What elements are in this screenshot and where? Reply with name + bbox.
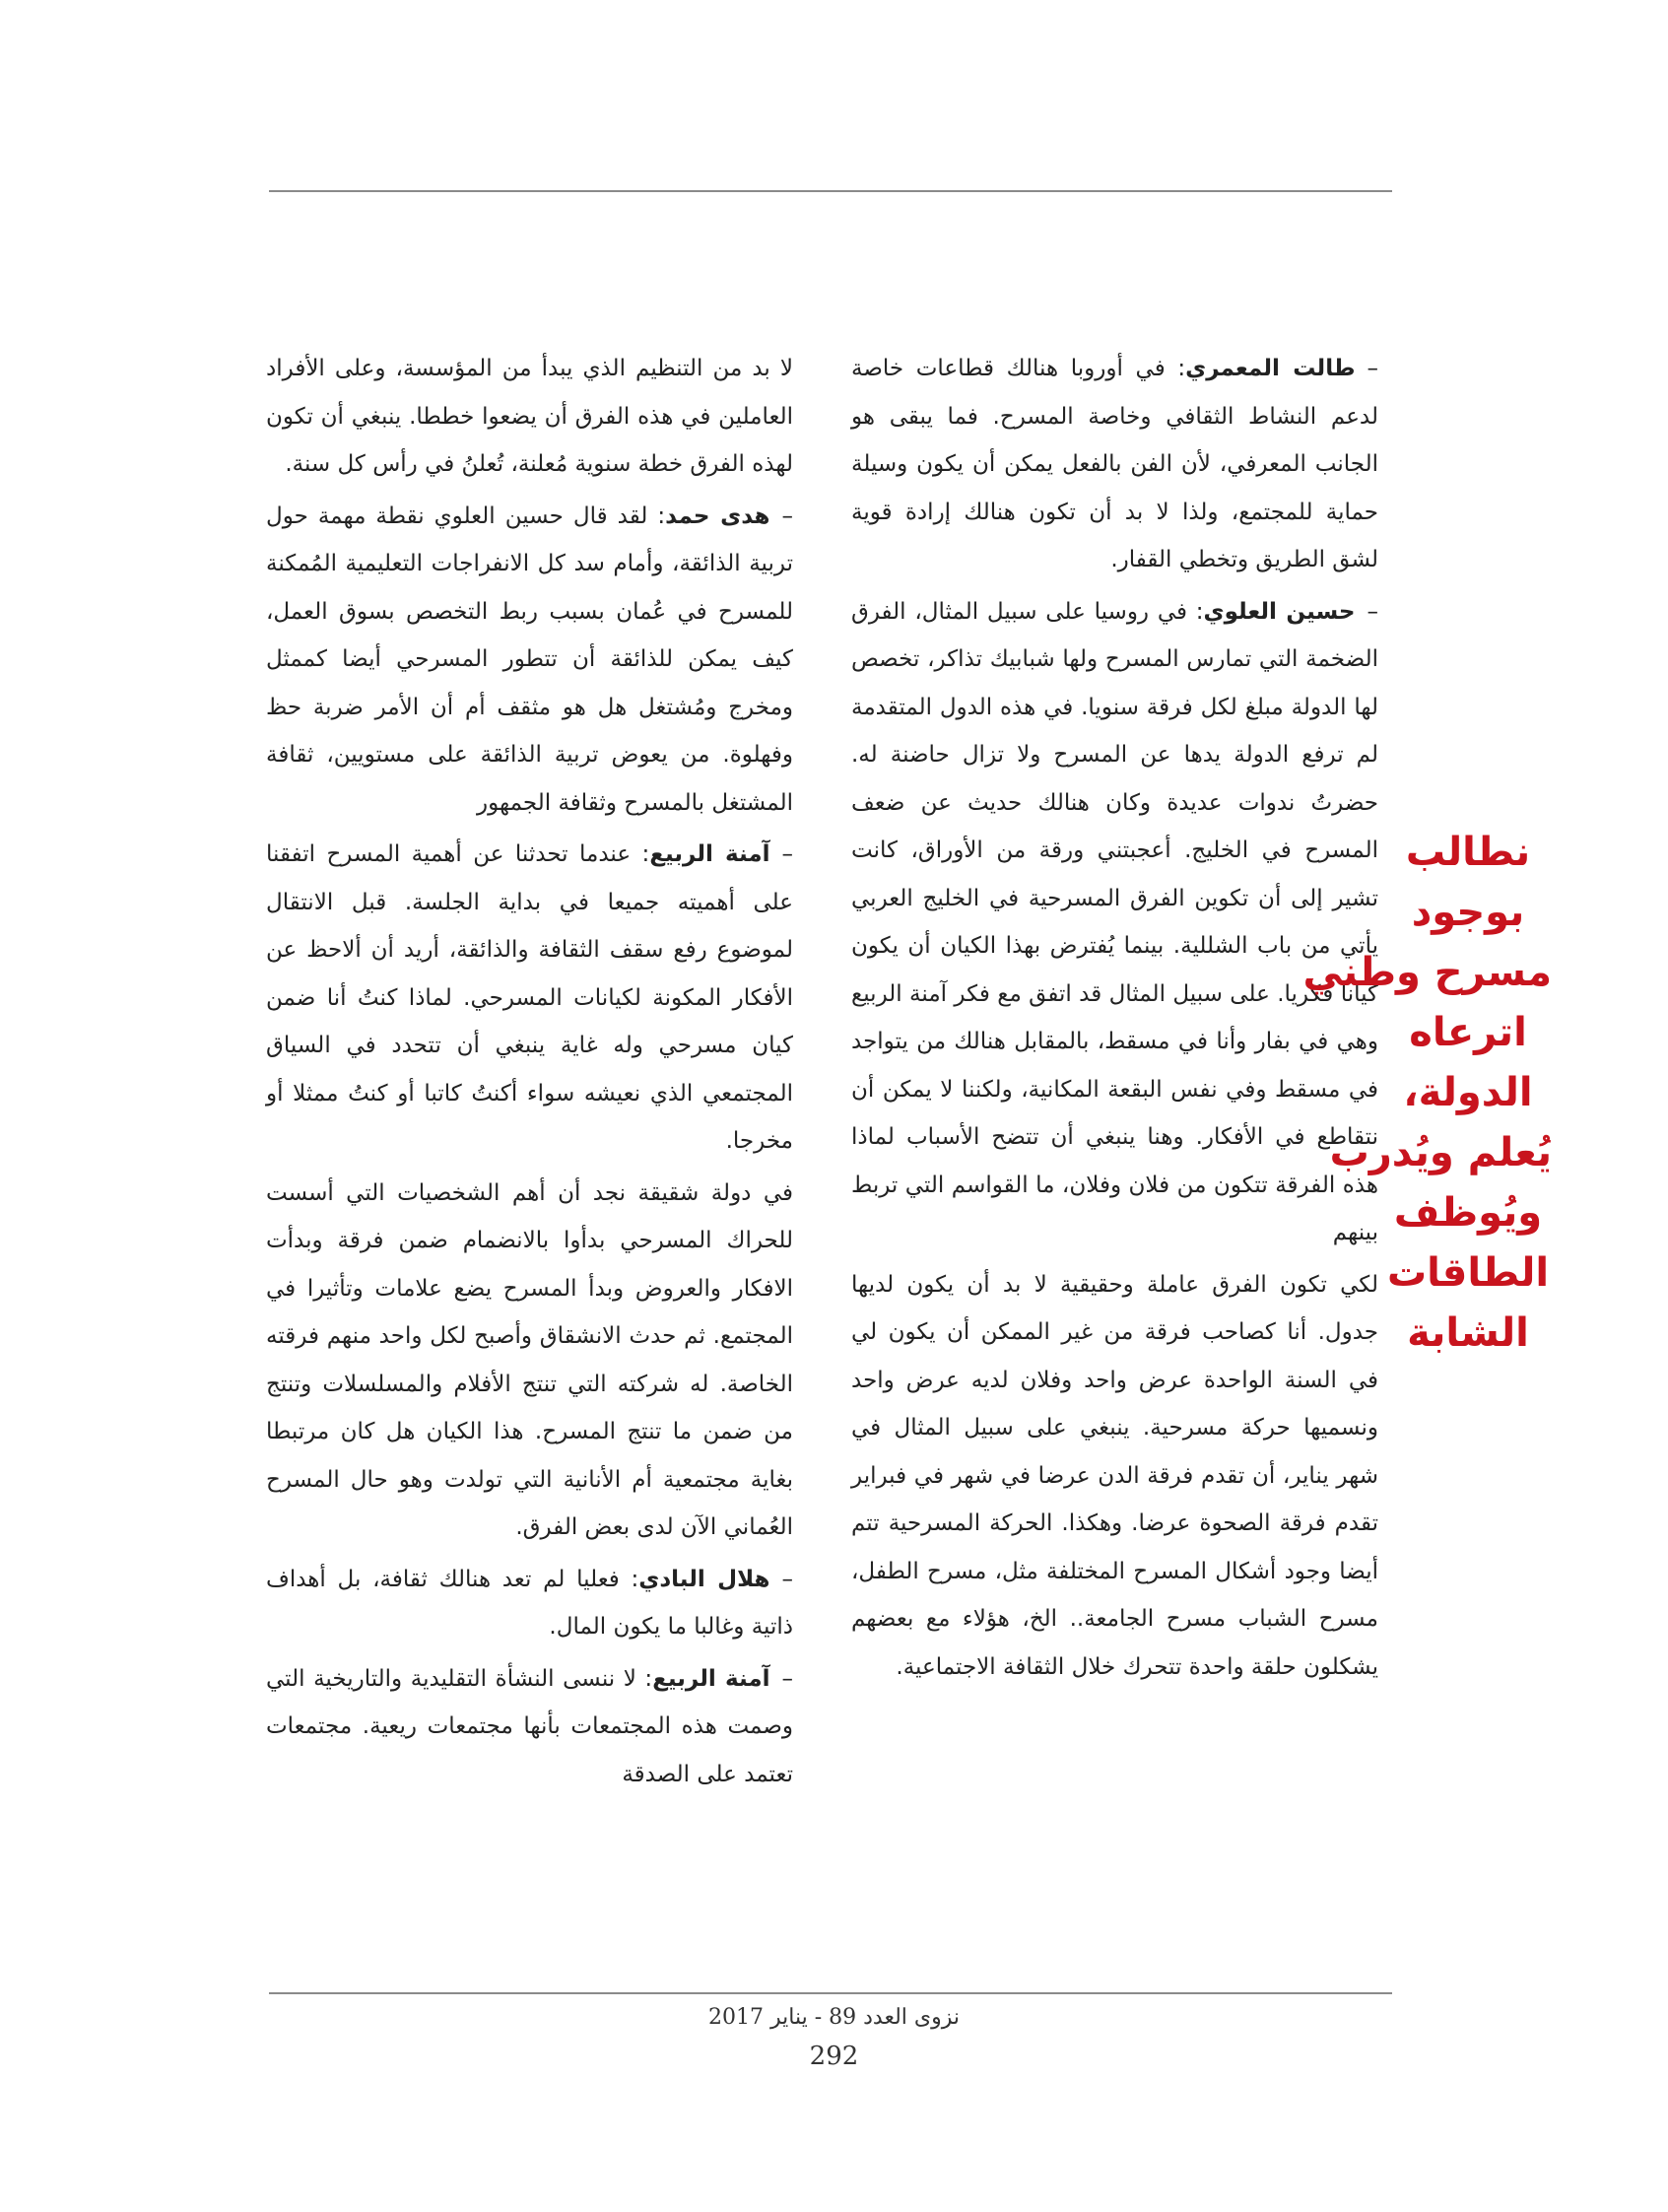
paragraph-text: في دولة شقيقة نجد أن أهم الشخصيات التي أسست للحراك المسرحي بدأوا بالانضمام ضمن فرقة وبدأت الافكار والعروض وبدأ المسرح يضع علامات وتأثيرا في المجتمع. ثم حدث الانشقاق وأصبح لكل واحد منهم فرقته الخاصة. له شركته التي تنتج الأفلام والمسلسلات وتنتج من ضمن ما تنتج المسرح. هذا الكيان هل كان مرتبطا بغاية مجتمعية أم الأنانية التي تولدت وهو حال المسرح العُماني الآن لدى بعض الفرق. xyxy=(266,1179,793,1540)
paragraph xyxy=(266,345,793,489)
speaker-name: حسين العلوي xyxy=(1203,598,1356,625)
pull-quote-line: بوجود xyxy=(1411,890,1525,935)
paragraph-text: : في أوروبا هنالك قطاعات خاصة لدعم النشاط الثقافي وخاصة المسرح. فما يبقى هو الجانب المعرفي، لأن الفن بالفعل يمكن أن يكون وسيلة حماية للمجتمع، ولذا لا بد أن تكون هنالك إرادة قوية لشق الطريق وتخطي القفار. xyxy=(851,356,1378,572)
paragraph-text: لكي تكون الفرق عاملة وحقيقية لا بد أن يكون لديها جدول. أنا كصاحب فرقة من غير الممكن أن يكون لي في السنة الواحدة عرض واحد وفلان لديه عرض واحد ونسميها حركة مسرحية. ينبغي على سبيل المثال في شهر يناير، أن تقدم فرقة الدن عرضا في شهر في فبراير تقدم فرقة الصحوة عرضا. وهكذا. الحركة المسرحية تتم أيضا وجود أشكال المسرح المختلفة مثل، مسرح الطفل، مسرح الشباب مسرح الجامعة.. الخ، هؤلاء مع بعضهم يشكلون حلقة واحدة تتحرك خلال الثقافة الاجتماعية. xyxy=(851,1271,1378,1680)
header-rule xyxy=(269,190,1392,192)
footer-rule xyxy=(269,1992,1392,1994)
pull-quote-line: الطاقات xyxy=(1386,1250,1550,1296)
paragraph-text: لا بد من التنظيم الذي يبدأ من المؤسسة، وعلى الأفراد العاملين في هذه الفرق أن يضعوا خططا. ينبغي أن تكون لهذه الفرق خطة سنوية مُعلنة، تُعلنُ في رأس كل سنة. xyxy=(266,356,793,477)
paragraph xyxy=(266,1556,793,1651)
speaker-name: طالت المعمري xyxy=(1185,356,1356,381)
speaker-name: آمنة الربيع xyxy=(652,1665,770,1692)
paragraph-text: : لا ننسى النشأة التقليدية والتاريخية التي وصمت هذه المجتمعات بأنها مجتمعات ريعية. مجتمعات تعتمد على الصدقة xyxy=(266,1665,793,1787)
paragraph xyxy=(851,588,1378,1257)
pull-quote-line: الدولة، xyxy=(1403,1070,1533,1115)
article-column-right xyxy=(851,345,1378,1695)
dash: – xyxy=(781,841,793,867)
paragraph xyxy=(851,1261,1378,1692)
pull-quote-line: الشابة xyxy=(1407,1310,1529,1356)
paragraph-text: : فعليا لم تعد هنالك ثقافة، بل أهداف ذاتية وغالبا ما يكون المال. xyxy=(266,1566,793,1640)
pull-quote-line: نطالب xyxy=(1405,830,1531,875)
dash: – xyxy=(781,503,793,529)
paragraph xyxy=(266,1655,793,1799)
issue-label: نزوى العدد 89 - يناير 2017 xyxy=(707,2005,960,2030)
speaker-name: آمنة الربيع xyxy=(649,841,770,867)
pull-quote-line: يُعلم ويُدرب xyxy=(1329,1130,1552,1175)
speaker-name: هدى حمد xyxy=(665,503,770,529)
pull-quote-line: ويُوظف xyxy=(1393,1190,1543,1236)
paragraph-text: : لقد قال حسين العلوي نقطة مهمة حول تربية الذائقة، وأمام سد كل الانفراجات التعليمية المُمكنة للمسرح في عُمان بسبب ربط التخصص بسوق العمل، كيف يمكن للذائقة أن تتطور المسرحي أيضا كممثل ومخرج ومُشتغل هل هو مثقف أم أن الأمر ضربة حظ وفهلوة. من يعوض تربية الذائقة على مستويين، ثقافة المشتغل بالمسرح وثقافة الجمهور xyxy=(266,503,793,816)
dash: – xyxy=(1367,356,1378,381)
pull-quote-line: اترعاه xyxy=(1409,1010,1527,1055)
page-number: 292 xyxy=(809,2042,859,2071)
speaker-name: هلال البادي xyxy=(638,1566,770,1592)
dash: – xyxy=(781,1566,793,1592)
article-column-left xyxy=(266,345,793,1802)
dash: – xyxy=(1367,598,1378,625)
paragraph xyxy=(266,493,793,828)
paragraph xyxy=(851,345,1378,584)
paragraph-text: : في روسيا على سبيل المثال، الفرق الضخمة التي تمارس المسرح ولها شبابيك تذاكر، تخصص لها الدولة مبلغ لكل فرقة سنويا. في هذه الدول المتقدمة لم ترفع الدولة يدها عن المسرح ولا تزال حاضنة له. حضرتُ ندوات عديدة وكان هنالك حديث عن ضعف المسرح في الخليج. أعجبتني ورقة من الأوراق، كانت تشير إلى أن تكوين الفرق المسرحية في الخليج العربي يأتي من باب الشللية. بينما يُفترض بهذا الكيان أن يكون كيانا فكريا. على سبيل المثال قد اتفق مع فكر آمنة الربيع وهي في بفار وأنا في مسقط، بالمقابل هنالك من يتواجد في مسقط وفي نفس البقعة المكانية، ولكننا لا يمكن أن نتقاطع في الأفكار. وهنا ينبغي أن تتضح الأسباب لماذا هذه الفرقة تتكون من فلان وفلان، ما القواسم التي تربط بينهم xyxy=(851,598,1378,1245)
pull-quote-line: مسرح وطني xyxy=(1302,950,1552,995)
pull-quote xyxy=(1302,823,1552,1364)
paragraph xyxy=(266,1170,793,1552)
paragraph xyxy=(266,831,793,1166)
paragraph-text: : عندما تحدثنا عن أهمية المسرح اتفقنا على أهميته جميعا في بداية الجلسة. قبل الانتقال لموضوع رفع سقف الثقافة والذائقة، أريد أن ألاحظ عن الأفكار المكونة لكيانات المسرحي. لماذا كنتُ أنا ضمن كيان مسرحي وله غاية ينبغي أن تتحدد في السياق المجتمعي الذي نعيشه سواء أكنتُ كاتبا أو كنتُ ممثلا أو مخرجا. xyxy=(266,841,793,1154)
dash: – xyxy=(781,1665,793,1692)
